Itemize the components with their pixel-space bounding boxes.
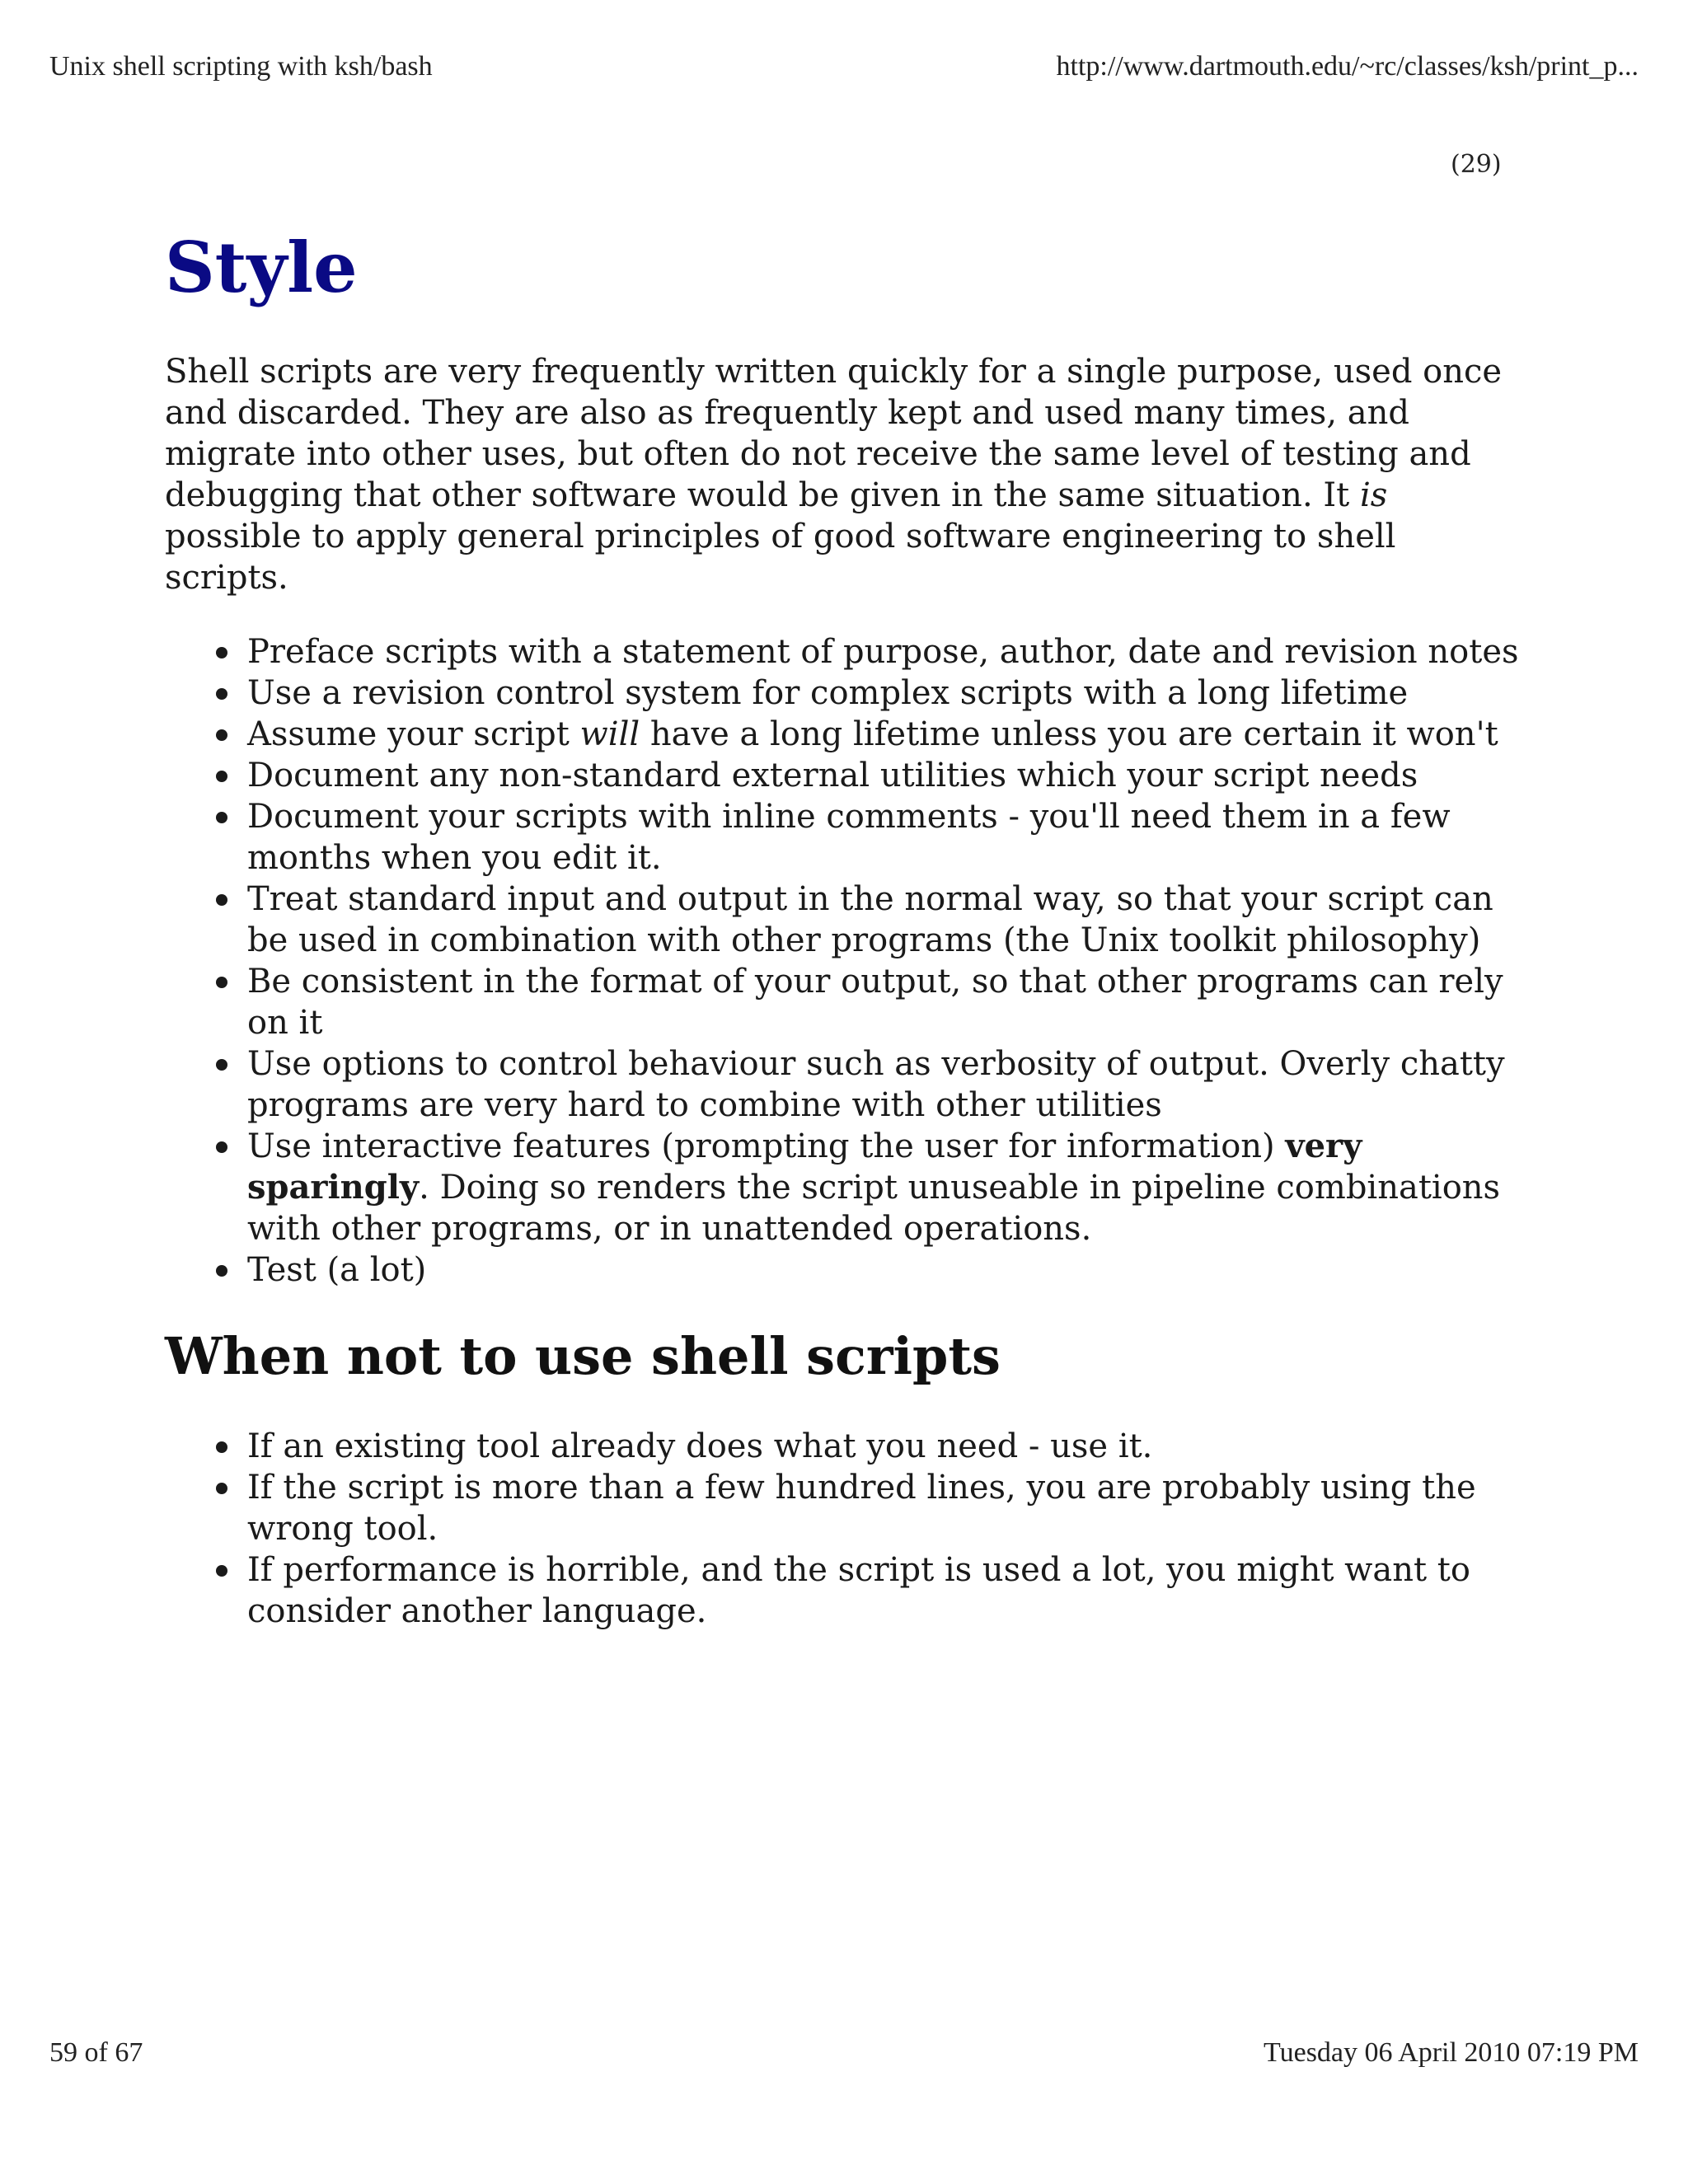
intro-paragraph (165, 351, 1525, 598)
slide-number: (29) (1451, 150, 1502, 179)
list-item: If the script is more than a few hundred lines, you are probably using the wrong tool. (247, 1467, 1525, 1549)
section-title-when-not: When not to use shell scripts (165, 1326, 1001, 1386)
list-item-emphasis: will (579, 715, 640, 753)
page-title: Style (165, 227, 358, 308)
list-item-text: . Doing so renders the script unuseable in pipeline combinations with other programs, or in unattended operations. (247, 1169, 1501, 1248)
print-header-title: Unix shell scripting with ksh/bash (49, 51, 433, 82)
list-item: Test (a lot) (247, 1249, 1525, 1291)
intro-text-start: Shell scripts are very frequently written quickly for a single purpose, used once and discarded. They are also as frequently kept and used many times, and migrate into other uses, but often do not receive the same level of testing and debugging that other software would be given in the same situation. It (165, 353, 1503, 514)
style-guidelines-list (165, 631, 1525, 1291)
list-item: Preface scripts with a statement of purpose, author, date and revision notes (247, 631, 1525, 673)
list-item (247, 714, 1525, 755)
list-item: Document any non-standard external utilities which your script needs (247, 755, 1525, 796)
list-item (247, 1126, 1525, 1249)
list-item-strong: very sparingly (247, 1127, 1362, 1207)
print-footer-page: 59 of 67 (49, 2037, 143, 2068)
list-item: Treat standard input and output in the normal way, so that your script can be used in combination with other programs (the Unix toolkit philosophy) (247, 879, 1525, 961)
list-item: Use options to control behaviour such as verbosity of output. Overly chatty programs are very hard to combine with other utilities (247, 1043, 1525, 1126)
list-item: If an existing tool already does what you need - use it. (247, 1426, 1525, 1467)
intro-emphasis: is (1359, 476, 1388, 514)
list-item: Be consistent in the format of your output, so that other programs can rely on it (247, 961, 1525, 1043)
list-item: Document your scripts with inline comments - you'll need them in a few months when you edit it. (247, 796, 1525, 879)
print-footer-datetime: Tuesday 06 April 2010 07:19 PM (1264, 2037, 1639, 2068)
list-item: If performance is horrible, and the script is used a lot, you might want to consider another language. (247, 1549, 1525, 1632)
print-header-url: http://www.dartmouth.edu/~rc/classes/ksh/print_p... (1056, 51, 1639, 82)
list-item-text: Use interactive features (prompting the user for information) (247, 1127, 1286, 1165)
list-item-text: Assume your script (247, 715, 580, 753)
page-content (165, 223, 1525, 1632)
list-item: Use a revision control system for complex scripts with a long lifetime (247, 673, 1525, 714)
intro-text-end: possible to apply general principles of good software engineering to shell scripts. (165, 518, 1396, 597)
list-item-text: have a long lifetime unless you are certain it won't (640, 715, 1498, 753)
when-not-list (165, 1426, 1525, 1632)
